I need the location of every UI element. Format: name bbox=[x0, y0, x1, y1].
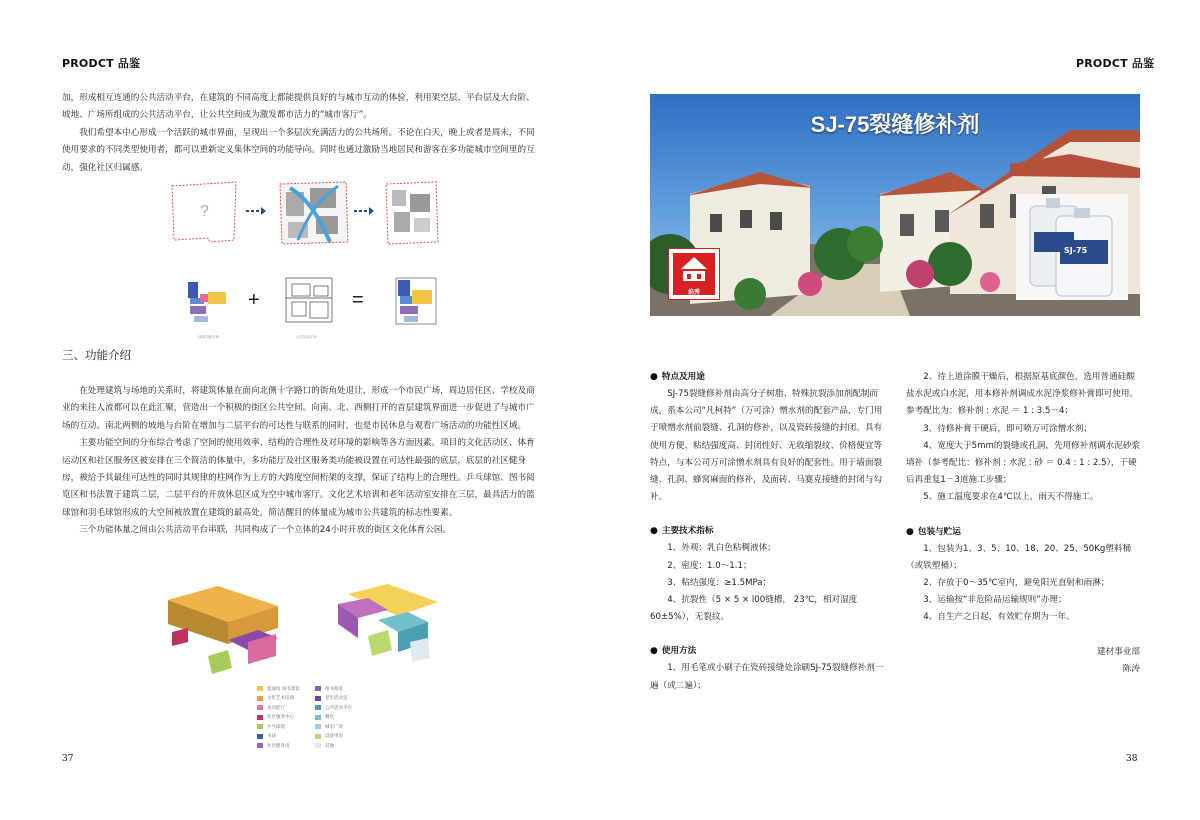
right-page-number: 38 bbox=[1126, 754, 1138, 764]
packaging-item: 3、运输按“非危险品运输规则”办理； bbox=[923, 595, 1067, 606]
caption-function-blocks: 体块功能分析 bbox=[198, 335, 219, 339]
legend-item: 老年活动室 bbox=[315, 694, 373, 704]
specs-heading: ● 主要技术指标 bbox=[650, 526, 714, 537]
bullet-icon: ● bbox=[650, 526, 658, 537]
equals-symbol: = bbox=[352, 289, 364, 311]
usage-item: 5、施工温度要求在4℃以上，雨天不得施工。 bbox=[923, 492, 1099, 503]
legend bbox=[257, 684, 377, 751]
author-dept: 建材事业部 bbox=[1097, 646, 1140, 657]
concept-diagram-bottom bbox=[180, 272, 440, 342]
legend-swatch bbox=[315, 686, 321, 691]
spec-item: 2、密度：1.0～1.1； bbox=[667, 560, 752, 571]
intro-paragraph-2: 我们希望本中心形成一个活跃的城市界面，呈现出一个多层次充满活力的公共场所。不论在白天，晚上或者是周末，不同使用要求的不同类型使用者，都可以重新定义集体空间的功能导向。同时也通过激励当地居民和游客在多功能城市空间里的互动，强化社区归属感。 bbox=[62, 127, 535, 173]
massing-model-right bbox=[338, 584, 438, 662]
legend-item: 多功能厅 bbox=[257, 703, 315, 713]
legend-swatch bbox=[315, 724, 321, 729]
banner-title: SJ-75裂缝修补剂 bbox=[810, 112, 980, 137]
section-title: 三、功能介绍 bbox=[62, 348, 131, 362]
features-text: SJ-75裂缝修补剂由高分子树脂、特殊抗裂添加剂配制而成，系本公司“凡柯特”（万可涂）憎水剂的配套产品，专门用于喷憎水剂前裂缝、孔洞的修补，以及瓷砖接缝的封闭。具有使用方便、粘结强度高、封闭性好、无收缩裂纹、价格便宜等特点，与本公司万可涂憎水剂具有良好的配套性。用于墙面裂缝、孔洞、蜂窝麻面的修补，及面砖、马赛克接缝的封闭与勾补。 bbox=[650, 389, 883, 503]
legend-swatch bbox=[257, 705, 263, 710]
isometric-massing-models bbox=[148, 580, 448, 680]
legend-item: 文化艺术培训 bbox=[257, 694, 315, 704]
arrow-1 bbox=[246, 207, 266, 215]
usage-item: 4、宽度大于5mm的裂缝或孔洞，先用修补剂调水泥砂浆填补（参考配比：修补剂 : 水泥 : 砂 ＝ 0.4 : 1 : 2.5），干硬后再重复1－3道施工步骤； bbox=[906, 440, 1140, 486]
legend-item: 篮球馆 羽毛球馆 bbox=[257, 684, 315, 694]
legend-swatch bbox=[315, 705, 321, 710]
legend-item: 图书阅览 bbox=[315, 684, 373, 694]
legend-swatch bbox=[315, 743, 321, 748]
bullet-icon: ● bbox=[650, 372, 658, 382]
legend-swatch bbox=[257, 734, 263, 739]
packaging-item: 1、包装为1、3、5、10、18、20、25、50Kg塑料桶（或铁塑桶）； bbox=[906, 543, 1132, 571]
spec-item: 1、外观：乳白色粘稠液体； bbox=[667, 543, 776, 554]
product-image bbox=[1016, 194, 1128, 300]
legend-swatch bbox=[257, 715, 263, 720]
legend-item: 社区服务中心 bbox=[257, 713, 315, 723]
legend-item: 城市广场 bbox=[315, 722, 373, 732]
arrow-2 bbox=[354, 207, 374, 215]
section-paragraph-3: 三个功能体量之间由公共活动平台串联，共同构成了一个立体的24小时开放的街区文化体育公园。 bbox=[79, 525, 452, 536]
intro-text bbox=[62, 90, 540, 177]
packaging-item: 4、自生产之日起，有效贮存期为一年。 bbox=[923, 612, 1075, 623]
right-column-left bbox=[650, 369, 886, 695]
legend-item: 书法 bbox=[257, 732, 315, 742]
caption-platform-plan: 公共活动平台 bbox=[296, 335, 317, 339]
legend-item: 其他 bbox=[315, 741, 373, 751]
logo-text: 焰秀 bbox=[687, 289, 700, 296]
packaging-heading: ● 包装与贮运 bbox=[906, 526, 961, 537]
right-page-header: PRODCT 品鉴 bbox=[1076, 57, 1155, 70]
legend-swatch bbox=[315, 715, 321, 720]
product-banner bbox=[650, 94, 1140, 316]
legend-item: 设备用房 bbox=[315, 732, 373, 742]
usage-item: 1、用毛笔或小刷子在瓷砖接缝处涂刷SJ-75裂缝修补剂一遍（或二遍）； bbox=[650, 663, 884, 691]
usage-item: 2、待上道涂膜干燥后，根据原基底颜色，选用普通硅酸盐水泥或白水泥，用本修补剂调成水泥净浆修补膏即可使用。参考配比为：修补剂 : 水泥 ＝ 1 : 3.5－4； bbox=[906, 372, 1139, 417]
concept-diagram-top bbox=[170, 180, 440, 250]
left-page-header: PRODCT 品鉴 bbox=[62, 57, 141, 70]
spec-item: 4、抗裂性（5 × 5 × l00缝槽， 23℃，相对湿度60±5%），无裂纹。 bbox=[650, 595, 858, 623]
section-paragraph-2: 主要功能空间的分布综合考虑了空间的使用效率、结构的合理性及对环境的影响等各方面因素。项目的文化活动区、体育运动区和社区服务区被安排在三个简洁的体量中，多功能厅及社区服务类功能被设置在可达性最强的底层，底层的社区健身房，被给予其最佳可达性的同时其规律的柱网作为上方的大跨度空间桁架的支撑，保证了结构上的合理性。乒乓球馆、图书阅览区和书法置于建筑二层，二层平台的开放休息区成为空中城市客厅。文化艺术培训和老年活动室安排在三层，最具活力的篮球馆和羽毛球馆形成的大空间被放置在建筑的最高处，简洁醒目的体量成为城市公共建筑的标志性要素。 bbox=[62, 438, 535, 518]
legend-swatch bbox=[257, 724, 263, 729]
legend-swatch bbox=[257, 686, 263, 691]
usage-heading: ● 使用方法 bbox=[650, 646, 697, 657]
usage-item: 3、待修补膏干硬后，即可喷万可涂憎水剂； bbox=[923, 423, 1092, 434]
section-paragraph-1: 在处理建筑与场地的关系时，将建筑体量在面向北侧十字路口的街角处退让，形成一个市民广场，周边居住区、学校及商业的来往人流都可以在此汇聚，营造出一个积极的街区公共空间。向南、北、西侧打开的首层建筑界面进一步促进了与城市广场的互动。南北两侧的坡地与台阶在增加与二层平台的可达性与联系的同时，也是市民休息与观看广场活动的功能性区域。 bbox=[62, 386, 535, 431]
left-page-number: 37 bbox=[62, 754, 74, 764]
combined-diagram bbox=[396, 278, 436, 324]
massing-site-diagram bbox=[386, 182, 438, 244]
question-mark: ? bbox=[200, 203, 209, 220]
product-label: SJ-75 bbox=[1064, 246, 1088, 255]
brand-logo bbox=[668, 248, 720, 300]
bullet-icon: ● bbox=[650, 646, 658, 657]
features-heading: ● 特点及用途 bbox=[650, 372, 705, 382]
massing-model-left bbox=[168, 586, 278, 674]
spec-item: 3、粘结强度：≥1.5MPa； bbox=[667, 577, 772, 588]
function-blocks-diagram bbox=[188, 282, 226, 339]
section-text bbox=[62, 383, 540, 540]
legend-swatch bbox=[257, 696, 263, 701]
legend-item: 乒乓球馆 bbox=[257, 722, 315, 732]
legend-item: 餐饮 bbox=[315, 713, 373, 723]
author-name: 陈涛 bbox=[1122, 663, 1140, 674]
intro-paragraph-1: 加，形成相互连通的公共活动平台，在建筑的不同高度上都能提供良好的与城市互动的体验，利用架空层、平台层及大台阶、坡地、广场所组成的公共活动平台，让公共空间成为激发都市活力的“城市客厅”。 bbox=[62, 93, 535, 121]
legend-item: 公共活动平台 bbox=[315, 703, 373, 713]
legend-swatch bbox=[315, 696, 321, 701]
flow-site-diagram bbox=[280, 182, 348, 244]
empty-site-diagram bbox=[172, 182, 236, 242]
legend-swatch bbox=[315, 734, 321, 739]
plus-symbol: + bbox=[248, 289, 260, 311]
platform-plan-diagram bbox=[286, 278, 332, 339]
right-column-right bbox=[906, 369, 1140, 678]
packaging-item: 2、存放于0～35℃室内，避免阳光直射和雨淋； bbox=[923, 578, 1110, 589]
bullet-icon: ● bbox=[906, 526, 914, 537]
legend-item: 社区健身房 bbox=[257, 741, 315, 751]
legend-swatch bbox=[257, 743, 263, 748]
